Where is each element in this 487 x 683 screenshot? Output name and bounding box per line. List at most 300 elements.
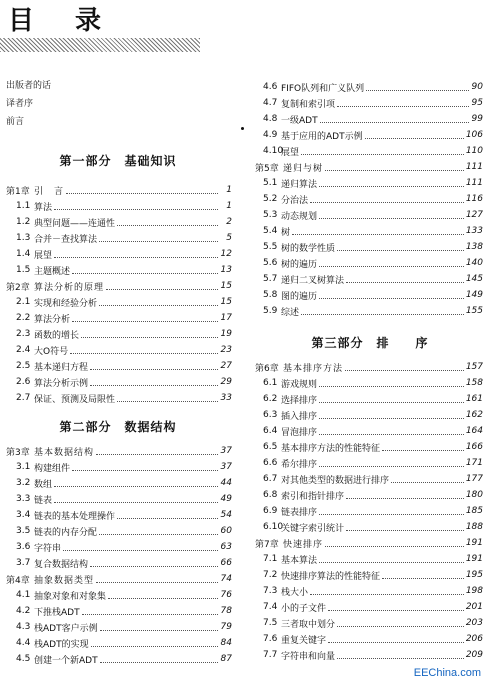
entry-number: 3.6 bbox=[16, 542, 31, 552]
entry-title: 字符串 bbox=[34, 543, 62, 554]
part-heading-1: 第一部分 基础知识 bbox=[59, 154, 177, 168]
toc-section-entry[interactable] bbox=[0, 619, 232, 635]
entry-title: 递归算法 bbox=[281, 179, 318, 190]
page-title: 目 录 bbox=[8, 6, 118, 36]
toc-section-entry[interactable] bbox=[0, 539, 232, 555]
entry-page-number: 95 bbox=[471, 98, 483, 108]
toc-section-entry[interactable] bbox=[0, 326, 232, 342]
entry-number: 3.7 bbox=[16, 558, 31, 568]
entry-number: 5.9 bbox=[263, 306, 278, 316]
entry-page-number: 171 bbox=[465, 458, 483, 468]
entry-title: 动态规划 bbox=[281, 211, 318, 222]
dot-leader bbox=[319, 401, 464, 403]
toc-section-entry[interactable] bbox=[253, 303, 483, 319]
entry-title: 冒泡排序 bbox=[281, 427, 318, 438]
entry-title: 抽象对象和对象集 bbox=[34, 591, 107, 602]
entry-number: 1.2 bbox=[16, 217, 31, 227]
dot-leader bbox=[72, 469, 218, 471]
dot-leader bbox=[365, 137, 464, 139]
entry-title: 字符串和向量 bbox=[281, 651, 336, 662]
toc-section-entry[interactable] bbox=[253, 255, 483, 271]
entry-title: 索引和指针排序 bbox=[281, 491, 345, 502]
entry-page-number: 157 bbox=[465, 362, 483, 372]
toc-section-entry[interactable] bbox=[253, 111, 483, 127]
toc-section-entry[interactable] bbox=[0, 459, 232, 475]
dot-leader bbox=[63, 549, 218, 551]
toc-section-entry[interactable] bbox=[253, 599, 483, 615]
dot-leader bbox=[382, 449, 464, 451]
toc-section-entry[interactable] bbox=[253, 567, 483, 583]
dot-leader bbox=[108, 597, 218, 599]
toc-section-entry[interactable] bbox=[253, 455, 483, 471]
entry-number: 6.6 bbox=[263, 458, 278, 468]
toc-section-entry[interactable] bbox=[0, 587, 232, 603]
entry-page-number: 27 bbox=[220, 361, 232, 371]
entry-page-number: 60 bbox=[220, 526, 232, 536]
toc-section-entry[interactable] bbox=[253, 223, 483, 239]
entry-page-number: 191 bbox=[465, 538, 483, 548]
dot-leader bbox=[90, 368, 218, 370]
entry-title: 游戏规则 bbox=[281, 379, 318, 390]
dot-leader bbox=[99, 533, 218, 535]
entry-title: 链表的基本处理操作 bbox=[34, 511, 116, 522]
toc-section-entry[interactable] bbox=[0, 390, 232, 406]
dot-leader bbox=[319, 513, 464, 515]
entry-title: 综述 bbox=[281, 307, 300, 318]
toc-section-entry[interactable] bbox=[253, 143, 483, 159]
entry-title: 复制和索引项 bbox=[281, 99, 336, 110]
entry-title: 算法分析示例 bbox=[34, 378, 89, 389]
entry-title: 递归与树 bbox=[283, 163, 324, 174]
entry-number: 6.8 bbox=[263, 490, 278, 500]
entry-number: 2.7 bbox=[16, 393, 31, 403]
dot-leader bbox=[319, 465, 464, 467]
dot-leader bbox=[81, 336, 218, 338]
toc-section-entry[interactable] bbox=[0, 342, 232, 358]
title-band bbox=[0, 38, 200, 52]
front-matter-publisher[interactable]: 出版者的话 bbox=[6, 81, 52, 91]
dot-leader bbox=[346, 281, 464, 283]
entry-page-number: 54 bbox=[220, 510, 232, 520]
dot-leader bbox=[54, 208, 218, 210]
dot-leader bbox=[310, 201, 464, 203]
entry-title: 实现和经验分析 bbox=[34, 298, 98, 309]
entry-number: 第5章 bbox=[255, 163, 279, 174]
toc-section-entry[interactable] bbox=[0, 262, 232, 278]
toc-section-entry[interactable] bbox=[0, 310, 232, 326]
dot-leader bbox=[337, 249, 464, 251]
toc-chapter-entry[interactable] bbox=[253, 359, 483, 375]
toc-chapter-entry[interactable] bbox=[253, 159, 483, 175]
entry-title: 基于应用的ADT示例 bbox=[281, 131, 363, 142]
entry-number: 第6章 bbox=[255, 363, 279, 374]
toc-section-entry[interactable] bbox=[253, 127, 483, 143]
entry-number: 7.3 bbox=[263, 586, 278, 596]
entry-title: 链表排序 bbox=[281, 507, 318, 518]
entry-number: 6.5 bbox=[263, 442, 278, 452]
entry-title: 典型问题——连通性 bbox=[34, 218, 116, 229]
entry-number: 1.4 bbox=[16, 249, 31, 259]
entry-number: 5.7 bbox=[263, 274, 278, 284]
dot-leader bbox=[328, 609, 464, 611]
entry-number: 5.3 bbox=[263, 210, 278, 220]
toc-section-entry[interactable] bbox=[253, 631, 483, 647]
dot-leader bbox=[72, 272, 218, 274]
entry-title: 主题概述 bbox=[34, 266, 71, 277]
dot-leader bbox=[117, 224, 218, 226]
entry-title: 链表的内存分配 bbox=[34, 527, 98, 538]
entry-number: 4.2 bbox=[16, 606, 31, 616]
toc-section-entry[interactable] bbox=[253, 375, 483, 391]
toc-section-entry[interactable] bbox=[253, 551, 483, 567]
entry-title: 三者取中划分 bbox=[281, 619, 336, 630]
part-heading-2: 第二部分 数据结构 bbox=[59, 420, 177, 434]
toc-section-entry[interactable] bbox=[253, 503, 483, 519]
entry-number: 7.1 bbox=[263, 554, 278, 564]
toc-section-entry[interactable] bbox=[0, 603, 232, 619]
toc-section-entry[interactable] bbox=[253, 207, 483, 223]
dot-leader bbox=[99, 304, 218, 306]
toc-section-entry[interactable] bbox=[253, 423, 483, 439]
entry-page-number: 133 bbox=[465, 226, 483, 236]
toc-section-entry[interactable] bbox=[253, 407, 483, 423]
entry-number: 6.10 bbox=[263, 522, 284, 532]
entry-number: 5.1 bbox=[263, 178, 278, 188]
entry-page-number: 164 bbox=[465, 426, 483, 436]
toc-section-entry[interactable] bbox=[0, 358, 232, 374]
dot-leader bbox=[320, 121, 469, 123]
entry-title: 对其他类型的数据进行排序 bbox=[281, 475, 390, 486]
dot-leader bbox=[345, 369, 464, 371]
dot-leader bbox=[90, 565, 218, 567]
toc-section-entry[interactable] bbox=[0, 523, 232, 539]
entry-number: 6.7 bbox=[263, 474, 278, 484]
dot-leader bbox=[72, 320, 218, 322]
entry-number: 7.5 bbox=[263, 618, 278, 628]
toc-section-entry[interactable] bbox=[253, 95, 483, 111]
toc-chapter-entry[interactable] bbox=[0, 571, 232, 587]
entry-number: 3.1 bbox=[16, 462, 31, 472]
dot-leader bbox=[66, 192, 218, 194]
dot-leader bbox=[346, 497, 464, 499]
dot-leader bbox=[319, 297, 464, 299]
dot-leader bbox=[328, 641, 464, 643]
entry-number: 4.1 bbox=[16, 590, 31, 600]
toc-section-entry[interactable] bbox=[0, 651, 232, 667]
entry-number: 4.3 bbox=[16, 622, 31, 632]
dot-leader bbox=[96, 453, 218, 455]
entry-page-number: 149 bbox=[465, 290, 483, 300]
entry-page-number: 166 bbox=[465, 442, 483, 452]
entry-number: 2.3 bbox=[16, 329, 31, 339]
part-heading-3: 第三部分 排 序 bbox=[311, 336, 429, 350]
entry-number: 5.5 bbox=[263, 242, 278, 252]
dot-leader bbox=[319, 385, 464, 387]
toc-section-entry[interactable] bbox=[0, 507, 232, 523]
entry-title: 数组 bbox=[34, 479, 53, 490]
dot-leader bbox=[391, 481, 464, 483]
entry-number: 1.1 bbox=[16, 201, 31, 211]
entry-title: 引 言 bbox=[34, 186, 65, 197]
front-matter-preface[interactable]: 前言 bbox=[6, 117, 25, 127]
toc-section-entry[interactable] bbox=[0, 475, 232, 491]
entry-title: 树的数学性质 bbox=[281, 243, 336, 254]
entry-number: 5.2 bbox=[263, 194, 278, 204]
entry-page-number: 185 bbox=[465, 506, 483, 516]
entry-title: 算法分析 bbox=[34, 314, 71, 325]
entry-number: 5.8 bbox=[263, 290, 278, 300]
entry-number: 第3章 bbox=[6, 447, 30, 458]
dot-leader bbox=[117, 517, 218, 519]
entry-page-number: 13 bbox=[220, 265, 232, 275]
toc-section-entry[interactable] bbox=[253, 471, 483, 487]
entry-page-number: 1 bbox=[226, 185, 232, 195]
entry-number: 4.7 bbox=[263, 98, 278, 108]
entry-number: 2.4 bbox=[16, 345, 31, 355]
entry-number: 4.6 bbox=[263, 82, 278, 92]
entry-title: 基本算法 bbox=[281, 555, 318, 566]
dot-leader bbox=[325, 545, 464, 547]
entry-page-number: 106 bbox=[465, 130, 483, 140]
entry-title: 基本排序方法的性能特征 bbox=[281, 443, 381, 454]
toc-chapter-entry[interactable] bbox=[0, 278, 232, 294]
entry-page-number: 177 bbox=[465, 474, 483, 484]
entry-title: 构建组件 bbox=[34, 463, 71, 474]
entry-page-number: 110 bbox=[465, 146, 483, 156]
entry-page-number: 206 bbox=[465, 634, 483, 644]
entry-page-number: 49 bbox=[220, 494, 232, 504]
toc-section-entry[interactable] bbox=[253, 391, 483, 407]
entry-title: 算法分析的原理 bbox=[34, 282, 105, 293]
entry-number: 第7章 bbox=[255, 539, 279, 550]
toc-section-entry[interactable] bbox=[0, 294, 232, 310]
dot-leader bbox=[117, 400, 218, 402]
dot-leader bbox=[96, 581, 218, 583]
entry-title: 保证、预测及局限性 bbox=[34, 394, 116, 405]
toc-section-entry[interactable] bbox=[0, 555, 232, 571]
dot-leader bbox=[99, 240, 218, 242]
toc-section-entry[interactable] bbox=[253, 287, 483, 303]
entry-number: 1.5 bbox=[16, 265, 31, 275]
dot-leader bbox=[91, 645, 218, 647]
toc-section-entry[interactable] bbox=[0, 491, 232, 507]
entry-number: 7.4 bbox=[263, 602, 278, 612]
toc-section-entry[interactable] bbox=[0, 374, 232, 390]
entry-page-number: 180 bbox=[465, 490, 483, 500]
toc-chapter-entry[interactable] bbox=[253, 535, 483, 551]
entry-page-number: 90 bbox=[471, 82, 483, 92]
entry-title: 基本排序方法 bbox=[283, 363, 344, 374]
entry-number: 4.8 bbox=[263, 114, 278, 124]
toc-section-entry[interactable] bbox=[0, 230, 232, 246]
toc-chapter-entry[interactable] bbox=[0, 182, 232, 198]
entry-number: 4.10 bbox=[263, 146, 284, 156]
entry-page-number: 76 bbox=[220, 590, 232, 600]
entry-number: 3.5 bbox=[16, 526, 31, 536]
entry-title: 复合数据结构 bbox=[34, 559, 89, 570]
toc-section-entry[interactable] bbox=[253, 583, 483, 599]
dot-leader bbox=[319, 417, 464, 419]
entry-number: 6.9 bbox=[263, 506, 278, 516]
entry-number: 6.4 bbox=[263, 426, 278, 436]
entry-number: 5.4 bbox=[263, 226, 278, 236]
entry-page-number: 63 bbox=[220, 542, 232, 552]
dot-leader bbox=[301, 153, 464, 155]
entry-number: 4.4 bbox=[16, 638, 31, 648]
entry-title: 树 bbox=[281, 227, 291, 238]
dot-leader bbox=[301, 313, 464, 315]
stray-dot bbox=[241, 127, 244, 130]
entry-page-number: 19 bbox=[220, 329, 232, 339]
entry-number: 6.2 bbox=[263, 394, 278, 404]
entry-number: 2.5 bbox=[16, 361, 31, 371]
dot-leader bbox=[292, 233, 464, 235]
entry-title: FIFO队列和广义队列 bbox=[281, 83, 365, 94]
entry-number: 2.2 bbox=[16, 313, 31, 323]
dot-leader bbox=[325, 169, 464, 171]
entry-number: 4.5 bbox=[16, 654, 31, 664]
entry-title: 希尔排序 bbox=[281, 459, 318, 470]
entry-page-number: 29 bbox=[220, 377, 232, 387]
entry-title: 栈大小 bbox=[281, 587, 309, 598]
entry-number: 2.6 bbox=[16, 377, 31, 387]
entry-page-number: 209 bbox=[465, 650, 483, 660]
entry-page-number: 191 bbox=[465, 554, 483, 564]
entry-page-number: 195 bbox=[465, 570, 483, 580]
entry-page-number: 15 bbox=[220, 297, 232, 307]
toc-section-entry[interactable] bbox=[253, 175, 483, 191]
entry-page-number: 74 bbox=[220, 574, 232, 584]
dot-leader bbox=[100, 629, 218, 631]
toc-section-entry[interactable] bbox=[253, 519, 483, 535]
entry-title: 合并－查找算法 bbox=[34, 234, 98, 245]
entry-page-number: 198 bbox=[465, 586, 483, 596]
entry-page-number: 111 bbox=[465, 162, 483, 172]
entry-number: 第1章 bbox=[6, 186, 30, 197]
entry-page-number: 44 bbox=[220, 478, 232, 488]
entry-number: 7.7 bbox=[263, 650, 278, 660]
entry-page-number: 17 bbox=[220, 313, 232, 323]
entry-page-number: 158 bbox=[465, 378, 483, 388]
entry-page-number: 23 bbox=[220, 345, 232, 355]
entry-title: 栈ADT的实现 bbox=[34, 639, 89, 650]
dot-leader bbox=[337, 657, 464, 659]
entry-page-number: 162 bbox=[465, 410, 483, 420]
entry-title: 小的子文件 bbox=[281, 603, 327, 614]
entry-title: 关键字索引统计 bbox=[281, 523, 345, 534]
entry-title: 大O符号 bbox=[34, 346, 69, 357]
entry-number: 6.1 bbox=[263, 378, 278, 388]
entry-page-number: 5 bbox=[226, 233, 232, 243]
entry-title: 选择排序 bbox=[281, 395, 318, 406]
entry-page-number: 15 bbox=[220, 281, 232, 291]
toc-section-entry[interactable] bbox=[253, 191, 483, 207]
entry-page-number: 33 bbox=[220, 393, 232, 403]
entry-title: 函数的增长 bbox=[34, 330, 80, 341]
toc-section-entry[interactable] bbox=[0, 198, 232, 214]
toc-section-entry[interactable] bbox=[0, 214, 232, 230]
entry-title: 栈ADT客户示例 bbox=[34, 623, 98, 634]
entry-page-number: 37 bbox=[220, 462, 232, 472]
toc-header bbox=[0, 0, 250, 58]
dot-leader bbox=[90, 384, 218, 386]
entry-title: 一级ADT bbox=[281, 115, 318, 126]
entry-page-number: 1 bbox=[226, 201, 232, 211]
dot-leader bbox=[337, 105, 469, 107]
front-matter-translator[interactable]: 译者序 bbox=[6, 99, 34, 109]
entry-number: 6.3 bbox=[263, 410, 278, 420]
entry-title: 递归二叉树算法 bbox=[281, 275, 345, 286]
entry-title: 创建一个新ADT bbox=[34, 655, 98, 666]
toc-section-entry[interactable] bbox=[253, 79, 483, 95]
toc-section-entry[interactable] bbox=[0, 635, 232, 651]
dot-leader bbox=[54, 256, 218, 258]
entry-title: 算法 bbox=[34, 202, 53, 213]
entry-page-number: 201 bbox=[465, 602, 483, 612]
toc-chapter-entry[interactable] bbox=[0, 443, 232, 459]
entry-title: 快速排序 bbox=[283, 539, 324, 550]
entry-title: 基本数据结构 bbox=[34, 447, 95, 458]
entry-page-number: 116 bbox=[465, 194, 483, 204]
dot-leader bbox=[319, 265, 464, 267]
entry-page-number: 2 bbox=[226, 217, 232, 227]
dot-leader bbox=[319, 185, 464, 187]
entry-title: 链表 bbox=[34, 495, 53, 506]
dot-leader bbox=[106, 288, 218, 290]
entry-title: 下推栈ADT bbox=[34, 607, 80, 618]
entry-title: 图的遍历 bbox=[281, 291, 318, 302]
entry-page-number: 37 bbox=[220, 446, 232, 456]
entry-number: 4.9 bbox=[263, 130, 278, 140]
entry-page-number: 78 bbox=[220, 606, 232, 616]
entry-title: 插入排序 bbox=[281, 411, 318, 422]
entry-page-number: 79 bbox=[220, 622, 232, 632]
toc-section-entry[interactable] bbox=[253, 487, 483, 503]
toc-section-entry[interactable] bbox=[253, 271, 483, 287]
entry-page-number: 140 bbox=[465, 258, 483, 268]
entry-number: 7.6 bbox=[263, 634, 278, 644]
entry-page-number: 155 bbox=[465, 306, 483, 316]
dot-leader bbox=[337, 625, 464, 627]
toc-section-entry[interactable] bbox=[253, 647, 483, 663]
entry-page-number: 12 bbox=[220, 249, 232, 259]
dot-leader bbox=[100, 661, 218, 663]
toc-section-entry[interactable] bbox=[253, 615, 483, 631]
entry-page-number: 111 bbox=[465, 178, 483, 188]
entry-page-number: 138 bbox=[465, 242, 483, 252]
entry-title: 快速排序算法的性能特征 bbox=[281, 571, 381, 582]
entry-number: 5.6 bbox=[263, 258, 278, 268]
entry-number: 3.3 bbox=[16, 494, 31, 504]
entry-title: 树的遍历 bbox=[281, 259, 318, 270]
dot-leader bbox=[319, 217, 464, 219]
dot-leader bbox=[70, 352, 218, 354]
entry-number: 1.3 bbox=[16, 233, 31, 243]
toc-section-entry[interactable] bbox=[253, 239, 483, 255]
entry-page-number: 203 bbox=[465, 618, 483, 628]
toc-section-entry[interactable] bbox=[0, 246, 232, 262]
toc-section-entry[interactable] bbox=[253, 439, 483, 455]
entry-page-number: 87 bbox=[220, 654, 232, 664]
entry-number: 3.2 bbox=[16, 478, 31, 488]
dot-leader bbox=[319, 433, 464, 435]
entry-number: 2.1 bbox=[16, 297, 31, 307]
dot-leader bbox=[54, 485, 218, 487]
entry-page-number: 188 bbox=[465, 522, 483, 532]
entry-title: 抽象数据类型 bbox=[34, 575, 95, 586]
entry-page-number: 161 bbox=[465, 394, 483, 404]
dot-leader bbox=[310, 593, 464, 595]
